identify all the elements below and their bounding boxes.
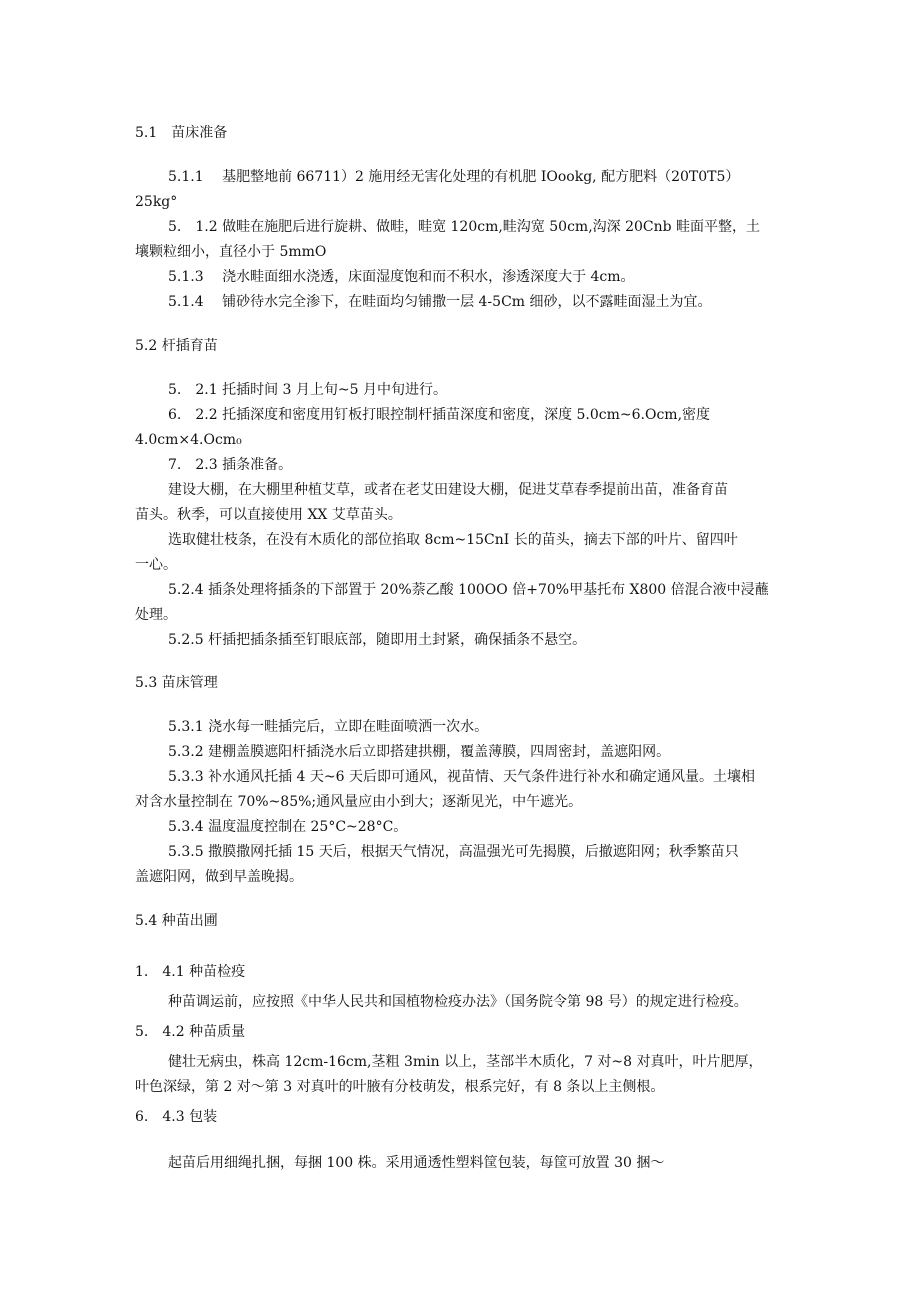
paragraph-5-3-5-line1: 5.3.5 撒膜撒网托插 15 天后，根据天气情况，高温强光可先揭膜，后撤遮阳网；秋季繁苗只 bbox=[168, 844, 739, 860]
paragraph-5-3-3-line1: 5.3.3 补水通风托插 4 天~6 天后即可通风，视苗情、天气条件进行补水和确定通风量。土壤相 bbox=[168, 769, 755, 785]
section-heading-5-1: 5.1 苗床准备 bbox=[135, 125, 228, 141]
paragraph-5-2-4-line1: 5.2.4 插条处理将插条的下部置于 20%萘乙酸 100OO 倍+70%甲基托布 X800 倍混合液中浸蘸 bbox=[168, 582, 769, 598]
paragraph-5-1-4: 5.1.4 铺砂待水完全渗下，在畦面均匀铺撒一层 4-5Cm 细砂，以不露畦面湿土为宜。 bbox=[168, 294, 712, 310]
paragraph-quality-line1: 健壮无病虫，株高 12cm-16cm,茎粗 3min 以上，茎部半木质化，7 对~8 对真叶，叶片肥厚， bbox=[168, 1054, 763, 1070]
paragraph-greenhouse-line2: 苗头。秋季，可以直接使用 XX 艾草苗头。 bbox=[135, 507, 402, 523]
paragraph-5-2-4-line2: 处理。 bbox=[135, 607, 177, 623]
subheading-4-1: 1. 4.1 种苗检疫 bbox=[135, 964, 246, 980]
paragraph-5-1-2-line1: 5. 1.2 做畦在施肥后进行旋耕、做畦，畦宽 120cm,畦沟宽 50cm,沟深 20Cnb 畦面平整，土 bbox=[168, 219, 761, 235]
paragraph-5-1-1-line2: 25kg° bbox=[135, 194, 178, 210]
paragraph-5-2-2-line2: 4.0cm×4.Ocm₀ bbox=[135, 432, 242, 448]
paragraph-5-2-3: 7. 2.3 插条准备。 bbox=[168, 457, 293, 473]
paragraph-5-3-5-line2: 盖遮阳网，做到早盖晚揭。 bbox=[135, 869, 303, 885]
paragraph-5-1-3: 5.1.3 浇水畦面细水浇透，床面湿度饱和而不积水，渗透深度大于 4cm。 bbox=[168, 269, 635, 285]
paragraph-select-branches-line1: 选取健壮枝条，在没有木质化的部位掐取 8cm~15CnI 长的苗头，摘去下部的叶片、留四叶 bbox=[168, 532, 738, 548]
paragraph-5-1-2-line2: 壤颗粒细小，直径小于 5mmO bbox=[135, 244, 327, 260]
paragraph-select-branches-line2: 一心。 bbox=[135, 557, 177, 573]
section-heading-5-4: 5.4 种苗出圃 bbox=[135, 913, 218, 929]
section-heading-5-3: 5.3 苗床管理 bbox=[135, 675, 218, 691]
paragraph-greenhouse-line1: 建设大棚，在大棚里种植艾草，或者在老艾田建设大棚，促进艾草春季提前出苗，准备育苗 bbox=[168, 482, 728, 498]
subheading-4-3: 6. 4.3 包装 bbox=[135, 1109, 218, 1125]
paragraph-5-1-1-line1: 5.1.1 基肥整地前 66711）2 施用经无害化处理的有机肥 IOookg, 配方肥料（20T0T5） bbox=[168, 169, 740, 185]
paragraph-5-3-2: 5.3.2 建棚盖膜遮阳杆插浇水后立即搭建拱棚，覆盖薄膜，四周密封，盖遮阳网。 bbox=[168, 744, 671, 760]
paragraph-quality-line2: 叶色深绿，第 2 对～第 3 对真叶的叶腋有分枝萌发，根系完好，有 8 条以上主侧根。 bbox=[135, 1079, 665, 1095]
paragraph-quarantine: 种苗调运前，应按照《中华人民共和国植物检疫办法》（国务院令第 98 号）的规定进行检疫。 bbox=[168, 994, 748, 1010]
paragraph-5-3-4: 5.3.4 温度温度控制在 25°C~28°C。 bbox=[168, 819, 408, 835]
paragraph-5-2-1: 5. 2.1 托插时间 3 月上旬~5 月中旬进行。 bbox=[168, 382, 447, 398]
paragraph-5-2-2-line1: 6. 2.2 托插深度和密度用钉板打眼控制杆插苗深度和密度，深度 5.0cm~6.Ocm,密度 bbox=[168, 407, 711, 423]
paragraph-5-3-1: 5.3.1 浇水每一畦插完后，立即在畦面喷洒一次水。 bbox=[168, 719, 489, 735]
paragraph-packaging: 起苗后用细绳扎捆，每捆 100 株。采用通透性塑料筐包装，每筐可放置 30 捆～ bbox=[168, 1155, 665, 1171]
subheading-4-2: 5. 4.2 种苗质量 bbox=[135, 1024, 246, 1040]
paragraph-5-3-3-line2: 对含水量控制在 70%~85%;通风量应由小到大；逐渐见光，中午遮光。 bbox=[135, 794, 583, 810]
paragraph-5-2-5: 5.2.5 杆插把插条插至钉眼底部，随即用土封紧，确保插条不悬空。 bbox=[168, 632, 587, 648]
section-heading-5-2: 5.2 杆插育苗 bbox=[135, 338, 218, 354]
